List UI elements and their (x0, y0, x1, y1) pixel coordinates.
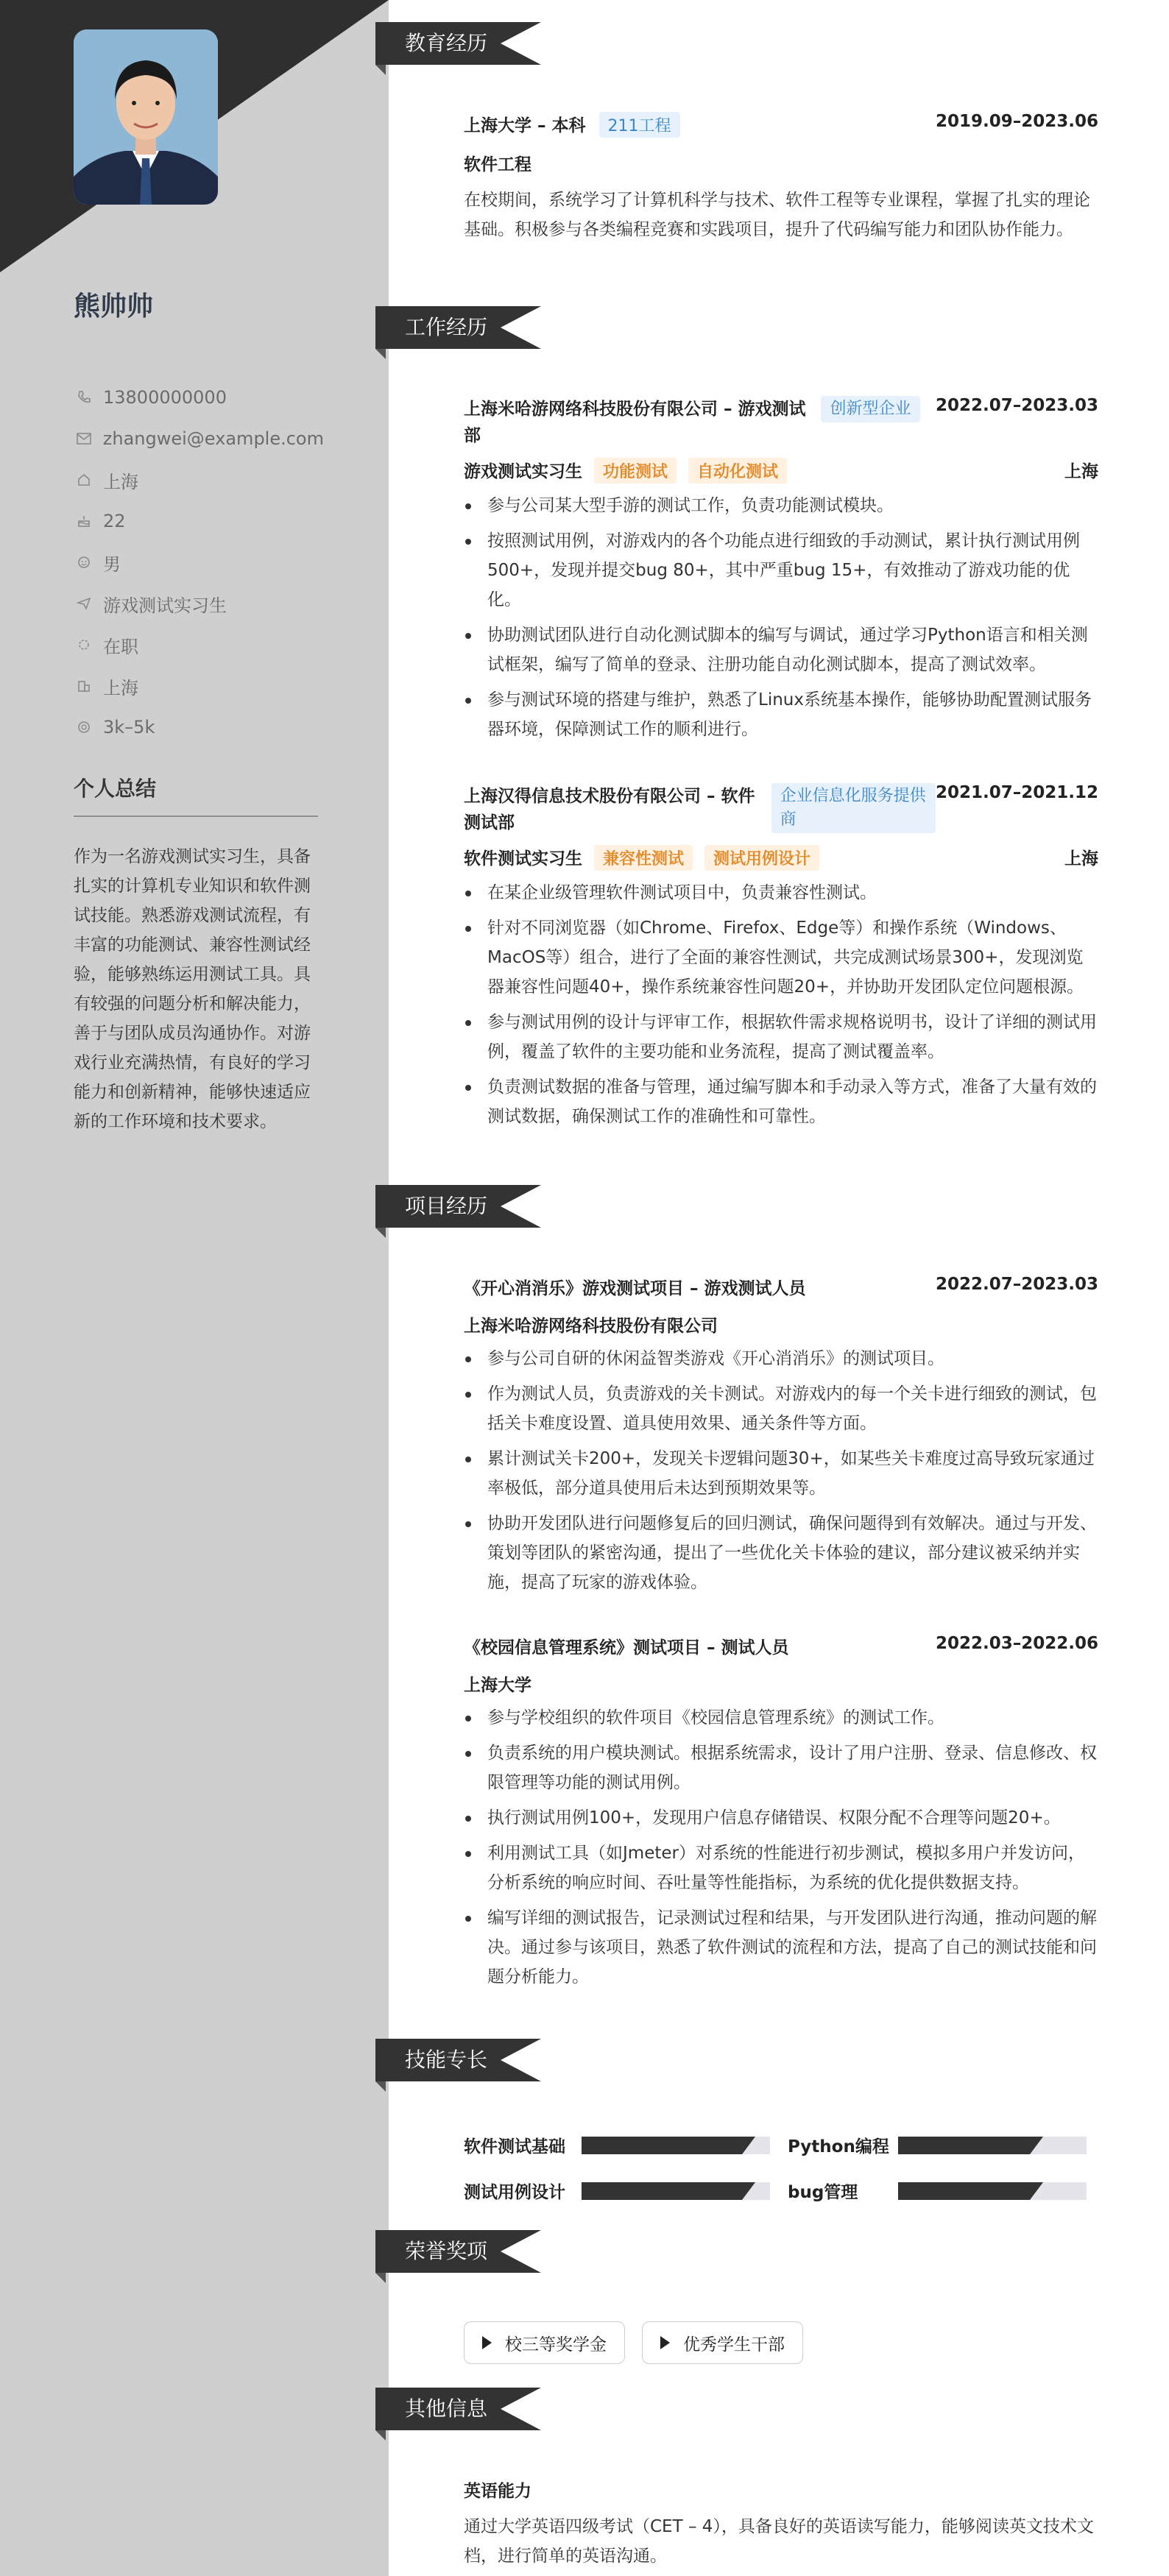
info-phone-text: 13800000000 (103, 387, 227, 408)
list-item: 编写详细的测试报告，记录测试过程和结果，与开发团队进行沟通，推动问题的解决。通过参与该项目，熟悉了软件测试的流程和方法，提高了自己的测试技能和问题分析能力。 (464, 1903, 1098, 1992)
info-salary (74, 707, 324, 748)
work-skill-tag: 测试用例设计 (704, 845, 819, 871)
status-icon (74, 637, 94, 652)
award-label: 校三等奖学金 (505, 2335, 607, 2354)
info-city-text: 上海 (103, 677, 138, 698)
profile-name: 熊帅帅 (74, 291, 154, 322)
work-city: 上海 (1064, 462, 1098, 481)
list-item: 按照测试用例，对游戏内的各个功能点进行细致的手动测试，累计执行测试用例500+，发现并提交bug 80+，其中严重bug 15+，有效推动了游戏功能的优化。 (464, 526, 1098, 615)
building-icon (74, 679, 94, 693)
project-org: 上海大学 (464, 1676, 531, 1695)
list-item: 参与测试环境的搭建与维护，熟悉了Linux系统基本操作，能够协助配置测试服务器环境，保障测试工作的顺利进行。 (464, 685, 1098, 744)
skill-bar-fill (898, 2182, 1030, 2200)
mail-icon (74, 432, 94, 445)
info-location-text: 上海 (103, 471, 138, 492)
ribbon-fold (375, 2081, 386, 2092)
list-item: 协助测试团队进行自动化测试脚本的编写与调试，通过学习Python语言和相关测试框架，编写了简单的登录、注册功能自动化测试脚本，提高了测试效率。 (464, 620, 1098, 679)
phone-icon (74, 390, 94, 405)
section-skills-title: 技能专长 (375, 2039, 501, 2081)
skill-name: bug管理 (788, 2183, 858, 2202)
project-date: 2022.03–2022.06 (935, 1634, 1098, 1653)
work-date: 2021.07–2021.12 (935, 783, 1098, 802)
info-gender (74, 542, 324, 583)
work-role: 软件测试实习生 (464, 849, 582, 868)
info-gender-text: 男 (103, 553, 121, 575)
section-projects-title: 项目经历 (375, 1185, 501, 1228)
skill-row (464, 2133, 770, 2157)
list-item: 针对不同浏览器（如Chrome、Firefox、Edge等）和操作系统（Windows、MacOS等）组合，进行了全面的兼容性测试，共完成测试场景300+，发现浏览器兼容性问题40+，操作系统兼容性问题20+，并协助开发团队定位问题根源。 (464, 913, 1098, 1002)
project-bullets (464, 1703, 1098, 1992)
info-position-text: 游戏测试实习生 (103, 595, 227, 616)
ribbon-fold (375, 349, 386, 359)
cake-icon (74, 514, 94, 528)
list-item: 参与学校组织的软件项目《校园信息管理系统》的测试工作。 (464, 1703, 1098, 1733)
section-other-title: 其他信息 (375, 2388, 501, 2430)
ribbon-fold (375, 1228, 386, 1238)
work-company: 上海米哈游网络科技股份有限公司 – 游戏测试部 (464, 400, 806, 445)
education-major: 软件工程 (464, 155, 531, 174)
skill-bar-fill (898, 2137, 1030, 2154)
info-age (74, 500, 324, 542)
salary-icon (74, 720, 94, 735)
skill-row (788, 2133, 1087, 2157)
skill-bar (582, 2182, 770, 2200)
project-entry (464, 1275, 1098, 1603)
work-skill-tag: 功能测试 (594, 458, 677, 484)
work-skill-tag: 自动化测试 (688, 458, 787, 484)
education-school: 上海大学 – 本科 (464, 116, 586, 135)
section-work-title: 工作经历 (375, 306, 501, 349)
sidebar (0, 0, 389, 2576)
education-entry (464, 112, 1098, 244)
project-title: 《开心消消乐》游戏测试项目 – 游戏测试人员 (464, 1279, 806, 1298)
education-date: 2019.09–2023.06 (935, 112, 1098, 131)
list-item: 协助开发团队进行问题修复后的回归测试，确保问题得到有效解决。通过与开发、策划等团队的紧密沟通，提出了一些优化关卡体验的建议，部分建议被采纳并实施，提高了玩家的游戏体验。 (464, 1509, 1098, 1597)
info-email-text: zhangwei@example.com (102, 428, 324, 449)
skill-name: 测试用例设计 (464, 2183, 565, 2202)
skill-row (464, 2179, 770, 2203)
other-entry (464, 2477, 1098, 2571)
work-skill-tag: 兼容性测试 (594, 845, 693, 871)
ribbon-fold (375, 2430, 386, 2441)
home-icon (74, 473, 94, 487)
list-item: 在某企业级管理软件测试项目中，负责兼容性测试。 (464, 878, 1098, 907)
skill-name: 软件测试基础 (464, 2137, 565, 2156)
award-item (642, 2321, 803, 2364)
award-item (464, 2321, 625, 2364)
work-role: 游戏测试实习生 (464, 462, 582, 481)
list-item: 累计测试关卡200+，发现关卡逻辑问题30+，如某些关卡难度过高导致玩家通过率极低，部分道具使用后未达到预期效果等。 (464, 1444, 1098, 1503)
skill-bar (898, 2182, 1087, 2200)
other-desc: 通过大学英语四级考试（CET – 4），具备良好的英语读写能力，能够阅读英文技术文档，进行简单的英语沟通。 (464, 2517, 1094, 2566)
education-desc: 在校期间，系统学习了计算机科学与技术、软件工程等专业课程，掌握了扎实的理论基础。积极参与各类编程竞赛和实践项目，提升了代码编写能力和团队协作能力。 (464, 191, 1090, 239)
skill-bar-fill (582, 2182, 742, 2200)
work-city: 上海 (1064, 849, 1098, 868)
work-entry (464, 783, 1098, 1137)
info-location (74, 459, 324, 500)
play-icon (482, 2336, 492, 2349)
list-item: 参与测试用例的设计与评审工作，根据软件需求规格说明书，设计了详细的测试用例，覆盖了软件的主要功能和业务流程，提高了测试覆盖率。 (464, 1008, 1098, 1066)
work-bullets (464, 878, 1098, 1131)
list-item: 作为测试人员，负责游戏的关卡测试。对游戏内的每一个关卡进行细致的测试，包括关卡难度设置、道具使用效果、通关条件等方面。 (464, 1379, 1098, 1438)
section-education-title: 教育经历 (375, 22, 501, 65)
skill-bar (582, 2137, 770, 2154)
education-tag: 211工程 (599, 112, 680, 138)
project-org: 上海米哈游网络科技股份有限公司 (464, 1317, 718, 1336)
work-company: 上海汉得信息技术股份有限公司 – 软件测试部 (464, 787, 755, 832)
summary-text: 作为一名游戏测试实习生，具备扎实的计算机专业知识和软件测试技能。熟悉游戏测试流程，有丰富的功能测试、兼容性测试经验，能够熟练运用测试工具。具有较强的问题分析和解决能力，善于与团队成员沟通协作。对游戏行业充满热情，有良好的学习能力和创新精神，能够快速适应新的工作环境和技术要求。 (74, 847, 311, 1131)
work-company-tag: 企业信息化服务提供商 (771, 783, 936, 833)
skill-bar (898, 2137, 1087, 2154)
info-city (74, 665, 324, 707)
info-salary-text: 3k–5k (103, 717, 155, 737)
list-item: 参与公司自研的休闲益智类游戏《开心消消乐》的测试项目。 (464, 1344, 1098, 1373)
summary-title: 个人总结 (74, 776, 157, 801)
list-item: 参与公司某大型手游的测试工作，负责功能测试模块。 (464, 491, 1098, 520)
section-awards-title: 荣誉奖项 (375, 2230, 501, 2273)
info-age-text: 22 (103, 511, 126, 531)
work-entry (464, 396, 1098, 750)
skill-name: Python编程 (788, 2137, 889, 2156)
ribbon-fold (375, 65, 386, 75)
summary-divider (74, 815, 318, 817)
project-date: 2022.07–2023.03 (935, 1275, 1098, 1294)
info-email (74, 418, 324, 459)
skill-row (788, 2179, 1087, 2203)
list-item: 利用测试工具（如Jmeter）对系统的性能进行初步测试，模拟多用户并发访问，分析系统的响应时间、吞吐量等性能指标，为系统的优化提供数据支持。 (464, 1839, 1098, 1897)
list-item: 负责系统的用户模块测试。根据系统需求，设计了用户注册、登录、信息修改、权限管理等功能的测试用例。 (464, 1738, 1098, 1797)
contact-info-list (74, 377, 324, 748)
info-phone (74, 377, 324, 418)
work-bullets (464, 491, 1098, 744)
play-icon (660, 2336, 670, 2349)
skill-bar-fill (582, 2137, 742, 2154)
project-title: 《校园信息管理系统》测试项目 – 测试人员 (464, 1638, 789, 1657)
project-entry (464, 1634, 1098, 1998)
info-status (74, 624, 324, 665)
info-position (74, 583, 324, 624)
info-status-text: 在职 (103, 636, 138, 657)
award-label: 优秀学生干部 (683, 2335, 785, 2354)
other-title: 英语能力 (464, 2482, 531, 2501)
gender-icon (74, 555, 94, 570)
ribbon-fold (375, 2273, 386, 2283)
avatar (74, 29, 218, 205)
work-date: 2022.07–2023.03 (935, 396, 1098, 415)
list-item: 执行测试用例100+，发现用户信息存储错误、权限分配不合理等问题20+。 (464, 1803, 1098, 1833)
send-icon (74, 596, 94, 611)
list-item: 负责测试数据的准备与管理，通过编写脚本和手动录入等方式，准备了大量有效的测试数据，确保测试工作的准确性和可靠性。 (464, 1072, 1098, 1131)
project-bullets (464, 1344, 1098, 1597)
work-company-tag: 创新型企业 (821, 396, 919, 422)
